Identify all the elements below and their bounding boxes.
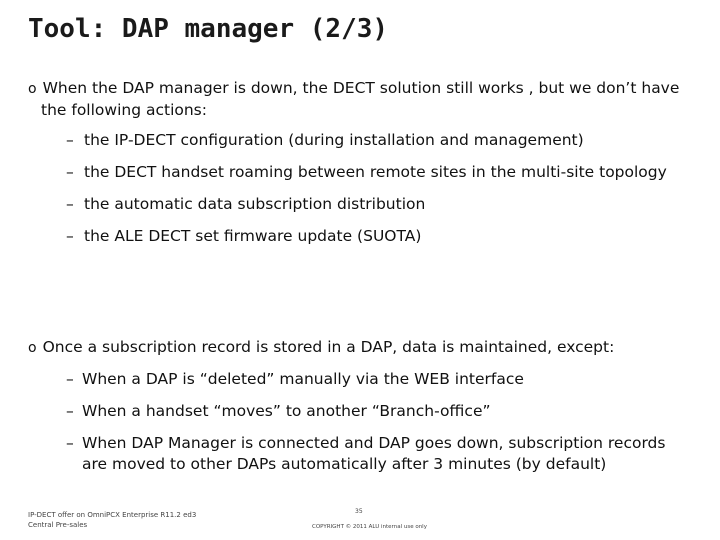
action-text: the ALE DECT set firmware update (SUOTA) — [84, 227, 422, 245]
dash-marker: – — [66, 163, 74, 181]
bullet-marker: o — [28, 340, 37, 356]
page-number: 35 — [355, 508, 363, 515]
action-text: the IP-DECT configuration (during installation and management) — [84, 131, 584, 149]
action-text: the automatic data subscription distribution — [84, 195, 426, 213]
dash-marker: – — [66, 402, 74, 420]
dash-marker: – — [66, 227, 74, 245]
footer-offer-line: IP-DECT offer on OmniPCX Enterprise R11.2 ed3 — [28, 511, 197, 519]
action-item-2 — [66, 163, 667, 181]
exception-text: When a handset “moves” to another “Branch-office” — [82, 402, 491, 420]
exceptions-bullet — [28, 337, 614, 359]
exception-text-continued: are moved to other DAPs automatically after 3 minutes (by default) — [82, 455, 607, 473]
intro-line-2: the following actions: — [41, 101, 207, 119]
bullet-marker: o — [28, 81, 37, 97]
exception-text: When a DAP is “deleted” manually via the WEB interface — [82, 370, 524, 388]
action-item-3 — [66, 195, 425, 213]
copyright-notice: COPYRIGHT © 2011 ALU internal use only — [312, 524, 427, 530]
action-item-4 — [66, 227, 421, 245]
exception-text: When DAP Manager is connected and DAP goes down, subscription records — [82, 434, 666, 452]
footer-info — [28, 510, 196, 530]
exception-item-1 — [66, 369, 524, 390]
dash-marker: – — [66, 434, 74, 452]
action-text: the DECT handset roaming between remote sites in the multi-site topology — [84, 163, 667, 181]
exceptions-intro-text: Once a subscription record is stored in a DAP, data is maintained, except: — [42, 338, 615, 356]
intro-bullet — [28, 78, 718, 121]
exception-item-3 — [66, 433, 665, 475]
slide-title: Tool: DAP manager (2/3) — [28, 14, 389, 44]
footer-dept-line: Central Pre-sales — [28, 521, 88, 529]
dash-marker: – — [66, 195, 74, 213]
exception-item-2 — [66, 401, 491, 422]
intro-line-1: When the DAP manager is down, the DECT solution still works , but we don’t have — [42, 79, 680, 97]
dash-marker: – — [66, 370, 74, 388]
dash-marker: – — [66, 131, 74, 149]
action-item-1 — [66, 131, 584, 149]
